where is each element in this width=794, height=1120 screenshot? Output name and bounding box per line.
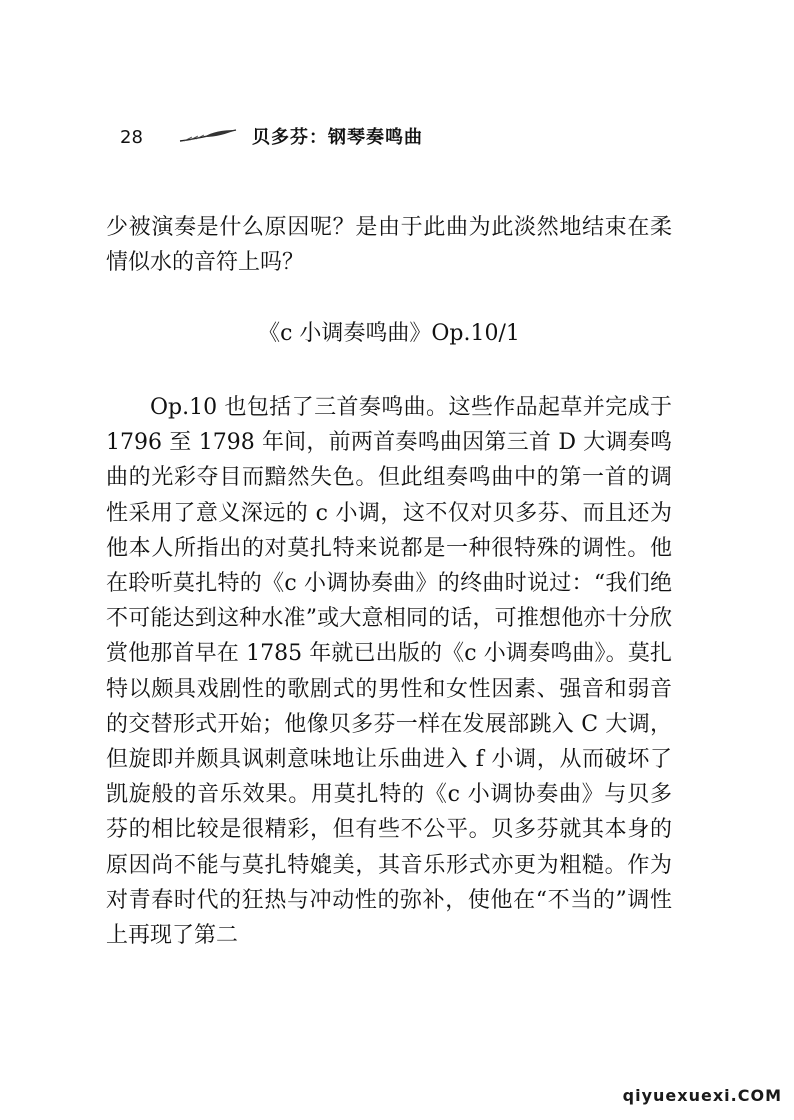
continuation-text	[106, 210, 672, 280]
section-title: 《c 小调奏鸣曲》Op.10/1	[258, 321, 520, 346]
continuation-paragraph: 少被演奏是什么原因呢？是由于此曲为此淡然地结束在柔情似水的音符上吗？	[106, 215, 672, 276]
feather-ornament-icon	[178, 128, 240, 148]
site-watermark: qiyuexuexi.COM	[622, 1086, 782, 1105]
body-paragraph: Op.10 也包括了三首奏鸣曲。这些作品起草并完成于 1796 至 1798 年间，前两首奏鸣曲因第三首 D 大调奏鸣曲的光彩夺目而黯然失色。但此组奏鸣曲中的第一首的调性采用了意义深远的 c 小调，这不仅对贝多芬、而且还为他本人所指出的对莫扎特来说都是一种很特殊的调性。他在聆听莫扎特的《c 小调协奏曲》的终曲时说过：“我们绝不可能达到这种水准”或大意相同的话，可推想他亦十分欣赏他那首早在 1785 年就已出版的《c 小调奏鸣曲》。莫扎特以颇具戏剧性的歌剧式的男性和女性因素、强音和弱音的交替形式开始；他像贝多芬一样在发展部跳入 C 大调，但旋即并颇具讽刺意味地让乐曲进入 f 小调，从而破坏了凯旋般的音乐效果。用莫扎特的《c 小调协奏曲》与贝多芬的相比较是很精彩，但有些不公平。贝多芬就其本身的原因尚不能与莫扎特媲美，其音乐形式亦更为粗糙。作为对青春时代的狂热与冲动性的弥补，使他在“不当的”调性上再现了第二	[106, 395, 672, 949]
page-number: 28	[120, 127, 143, 148]
body-text	[106, 390, 672, 953]
page-header	[120, 124, 540, 152]
running-title: 贝多芬：钢琴奏鸣曲	[252, 127, 423, 148]
